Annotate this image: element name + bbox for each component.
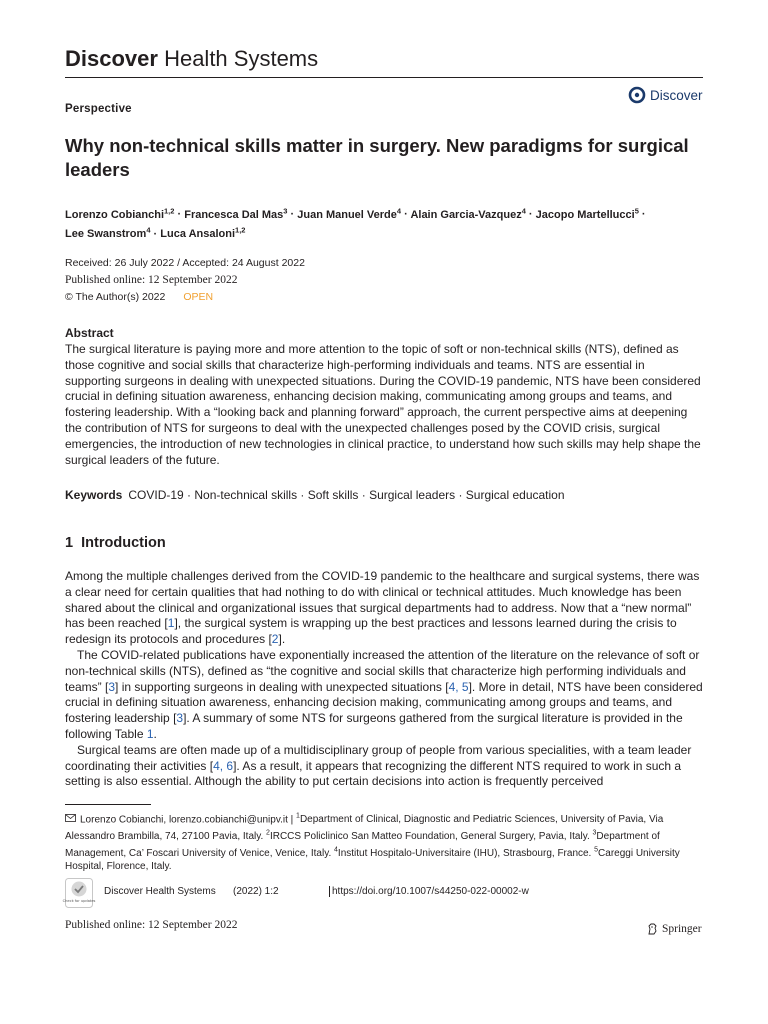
author[interactable]: Francesca Dal Mas$^3$ xyxy=(184,206,288,221)
abstract-text: The surgical literature is paying more and more attention to the topic of soft or non-technical skills (NTS), defined as those cognitive and social skills that characterize high-performing individuals and teams. NTS are essential in supporting surgeons in dealing with unexpected situations. During the COVID-19 pandemic, NTS have been considered crucial in defining situation awareness, enhancing decision making, communicating among groups and teams, and fostering leadership. With a “looking back and planning forward” approach, the current perspective aims at deepening the contribution of NTS for surgeons to deal with the unexpected challenges posed by the COVID crisis, surgical emergencies, the introduction of new technologies in clinical practice, to understand how such skills may help shape the surgical leaders of the future. xyxy=(65,342,701,467)
author[interactable]: Juan Manuel Verde$^4$ xyxy=(297,206,402,221)
footer-volume: (2022) 1:2 xyxy=(233,886,279,897)
citation-link[interactable]: 3 xyxy=(176,711,184,726)
affiliation-number: 1 xyxy=(296,813,300,820)
affiliation-text: Department of Clinical, Diagnostic and Pediatric Sciences, University of Pavia, Via Alessandro Brambilla, 74, 27100 Pavia, Italy. xyxy=(65,814,664,843)
affiliation-text: IRCCS Policlinico San Matteo Foundation, General Surgery, Pavia, Italy. xyxy=(269,831,593,843)
affiliation-marker: 3 xyxy=(283,206,288,215)
springer-horse-icon xyxy=(647,923,658,935)
header-rule xyxy=(65,77,703,78)
section-title: Introduction xyxy=(81,535,166,551)
check-for-updates-label: Check for updates xyxy=(62,899,96,903)
author[interactable]: Luca Ansaloni$^{1,2}$ xyxy=(160,225,246,241)
affiliation-text: Department of Management, Ca’ Foscari University of Venice, Venice, Italy. xyxy=(65,831,660,859)
table-link[interactable]: 1 xyxy=(146,726,154,741)
intro-paragraph-3: Surgical teams are often made up of a multidisciplinary group of people from various specialities, with a team leader coordinating their activities [4, 6]. As a result, it appears that recognizing the different NTS required to work in such a setting is also essential. Although the ability to put certain decisions into action is frequently perceived xyxy=(65,742,692,789)
author[interactable]: Lorenzo Cobianchi$^{1,2}$ xyxy=(65,206,175,221)
corresponding-author: Lorenzo Cobianchi, lorenzo.cobianchi@unipv.it | xyxy=(80,814,297,826)
citation-link[interactable]: 2 xyxy=(271,632,279,647)
footnote-rule xyxy=(65,804,151,805)
affiliation-number: 3 xyxy=(592,829,597,837)
citation-link[interactable]: 3 xyxy=(108,679,116,694)
section-heading xyxy=(65,535,166,551)
affiliation-number: 5 xyxy=(594,846,599,854)
introduction-body xyxy=(65,569,703,790)
affiliation-text: Careggi University Hospital, Florence, Italy. xyxy=(65,847,680,873)
affiliation-marker: 4 xyxy=(396,206,402,215)
journal-name: Health Systems xyxy=(164,46,319,71)
author[interactable]: Lee Swanstrom$^4$ xyxy=(65,225,151,241)
affiliation-marker: 1,2 xyxy=(164,206,175,215)
springer-logo xyxy=(647,923,702,935)
keywords xyxy=(65,488,705,502)
envelope-icon xyxy=(65,814,76,822)
doi-link[interactable]: https://doi.org/10.1007/s44250-022-00002-w xyxy=(329,886,529,897)
received-accepted-dates: Received: 26 July 2022 / Accepted: 24 August 2022 xyxy=(65,257,305,269)
discover-logo[interactable] xyxy=(628,86,703,104)
citation-link[interactable]: 4, 6 xyxy=(213,758,234,773)
intro-paragraph-2: The COVID-related publications have exponentially increased the attention of the literature on the relevance of soft or non-technical skills (NTS), defined as “the cognitive and social skills that characterize high performing individuals and teams” [3] in supporting surgeons in dealing with unexpected situations [4, 5]. More in detail, NTS have been considered crucial in defining situation awareness, enhancing decision making, communicating among groups and teams, and fostering leadership [3]. A summary of some NTS for surgeons gathered from the surgical literature is provided in the following Table 1. xyxy=(65,647,703,741)
author[interactable]: Alain Garcia-Vazquez$^4$ xyxy=(410,206,526,221)
journal-brand: Discover xyxy=(65,46,158,71)
article-type: Perspective xyxy=(65,103,132,115)
paper-title: Why non-technical skills matter in surgery. New paradigms for surgical leaders xyxy=(65,135,689,180)
keywords-list: COVID-19 · Non-technical skills · Soft skills · Surgical leaders · Surgical education xyxy=(128,488,565,502)
affiliation-marker: 4 xyxy=(521,206,526,215)
citation-link[interactable]: 4, 5 xyxy=(448,679,469,694)
affiliation-marker: 1,2 xyxy=(235,225,246,235)
footer-journal: Discover Health Systems xyxy=(104,886,216,897)
author-list: Lorenzo Cobianchi$^{1,2}$ · Francesca Dal Mas$^3$ · Juan Manuel Verde$^4$ · Alain Garcia-Vazquez$^4$ · Jacopo Martellucci$^5$ · Lee Swanstrom$^4$ · Luca Ansaloni$^{1,2}$ xyxy=(65,206,646,241)
copyright-text: © The Author(s) 2022 xyxy=(65,291,166,303)
footer-published: Published online: 12 September 2022 xyxy=(65,919,238,931)
copyright-line xyxy=(65,290,213,305)
discover-logo-icon xyxy=(628,86,646,104)
open-access-badge: OPEN xyxy=(183,291,214,303)
affiliation-number: 2 xyxy=(266,829,270,837)
discover-logo-label: Discover xyxy=(650,87,703,103)
footnote xyxy=(65,810,705,874)
abstract-heading: Abstract xyxy=(65,326,114,340)
section-number: 1 xyxy=(65,535,74,551)
affiliation-number: 4 xyxy=(334,846,338,854)
intro-paragraph-1: Among the multiple challenges derived from the COVID-19 pandemic to the healthcare and surgical systems, there was a clear need for certain qualities that had nothing to do with clinical or technical attitudes. Much knowledge has been shared about the clinical and organizational issues that surgical departments had to address. Now that a “new normal” has been reached [1], the surgical system is wrapping up the best practices and lessons learned during the crisis to redesign its protocols and procedures [2]. xyxy=(65,569,700,647)
affiliation-marker: 4 xyxy=(146,225,151,235)
affiliation-marker: 5 xyxy=(634,206,639,215)
citation-link[interactable]: 1 xyxy=(167,616,175,631)
springer-label: Springer xyxy=(662,923,702,935)
author[interactable]: Jacopo Martellucci$^5$ xyxy=(535,206,639,221)
affiliation-text: Institut Hospitalo-Universitaire (IHU), Strasbourg, France. xyxy=(337,847,595,859)
published-date: Published online: 12 September 2022 xyxy=(65,274,238,286)
keywords-label: Keywords xyxy=(65,488,123,502)
journal-title xyxy=(65,46,318,72)
check-for-updates-icon[interactable] xyxy=(62,878,96,908)
